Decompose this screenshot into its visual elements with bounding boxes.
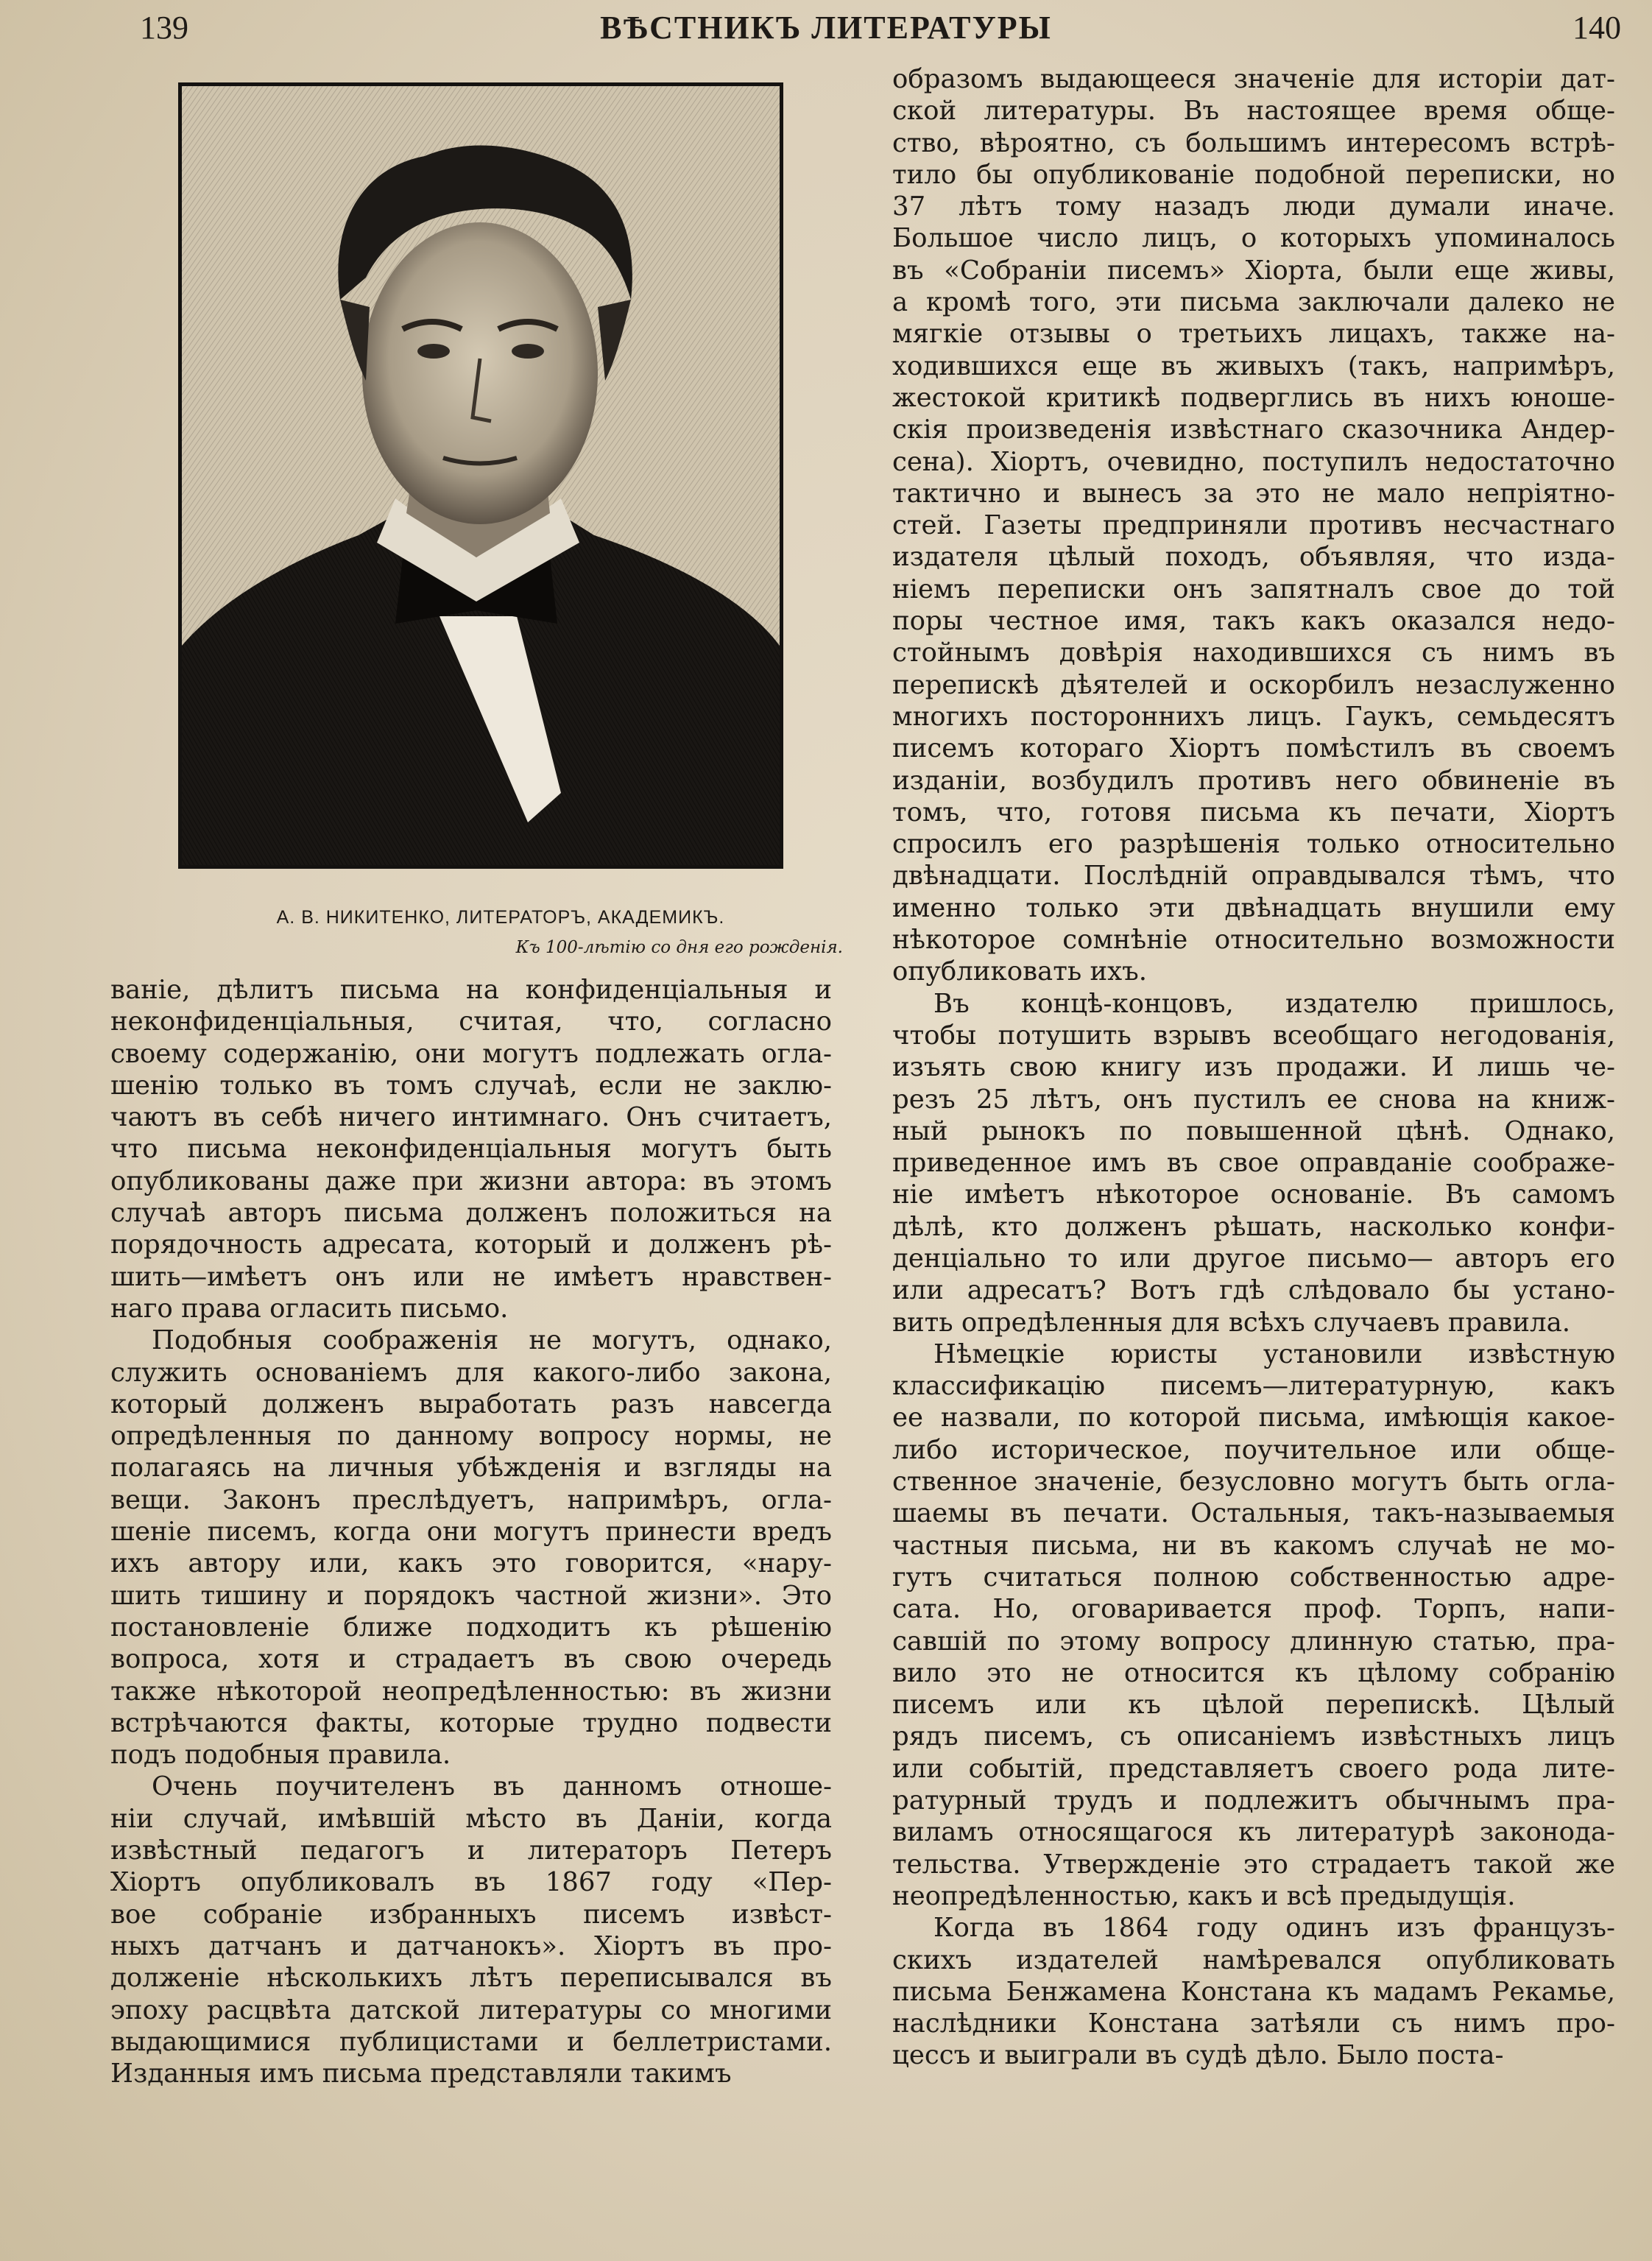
text-line: стойнымъ довѣрія находившихся съ нимъ въ	[892, 638, 1615, 669]
text-line: денціально то или другое письмо— авторъ его	[892, 1243, 1615, 1274]
running-title: ВѢСТНИКЪ ЛИТЕРАТУРЫ	[600, 10, 1052, 46]
text-line: Подобныя соображенія не могутъ, однако,	[152, 1325, 832, 1356]
text-line: ный рынокъ по повышенной цѣнѣ. Однако,	[892, 1115, 1615, 1146]
right-text-column	[892, 63, 1615, 2072]
text-line: писемъ котораго Хіортъ помѣстилъ въ своемъ	[892, 733, 1615, 764]
text-line: Большое число лицъ, о которыхъ упоминалось	[892, 223, 1615, 254]
text-line: ніе имѣетъ нѣкоторое основаніе. Въ самомъ	[892, 1179, 1615, 1210]
text-line: ратурный трудъ и подлежитъ обычнымъ пра-	[892, 1785, 1615, 1816]
text-line: томъ, что, готовя письма къ печати, Хіортъ	[892, 797, 1615, 828]
paragraph	[892, 1912, 1615, 2071]
text-line: спросилъ его разрѣшенія только относительно	[892, 829, 1615, 860]
paragraph	[110, 1324, 832, 1771]
page-header	[0, 9, 1652, 53]
paragraph	[892, 988, 1615, 1338]
paragraph	[110, 1771, 832, 2089]
text-line: неконфиденціальныя, считая, что, согласно	[110, 1006, 832, 1037]
text-line: служить основаніемъ для какого-либо закона,	[110, 1357, 832, 1388]
text-line: жестокой критикѣ подверглись въ нихъ юноше-	[892, 382, 1615, 413]
text-line: ее назвали, по которой письма, имѣющія какое-	[892, 1403, 1615, 1433]
text-line: сата. Но, оговаривается проф. Торпъ, напи-	[892, 1594, 1615, 1625]
text-line: частныя письма, ни въ какомъ случаѣ не мо-	[892, 1530, 1615, 1561]
text-line: Въ концѣ-концовъ, издателю пришлось,	[933, 988, 1615, 1019]
text-line: савшій по этому вопросу длинную статью, пра-	[892, 1626, 1615, 1657]
text-line: который долженъ выработать разъ навсегда	[110, 1389, 832, 1419]
text-line: сена). Хіортъ, очевидно, поступилъ недостаточно	[892, 446, 1615, 477]
text-line: ство, вѣроятно, съ большимъ интересомъ встрѣ-	[892, 127, 1615, 158]
portrait-illustration	[182, 86, 780, 865]
text-line: шаемы въ печати. Остальныя, такъ-называемыя	[892, 1498, 1615, 1529]
text-line: шить тишину и порядокъ частной жизни». Это	[110, 1580, 832, 1611]
text-line: поры честное имя, такъ какъ оказался недо-	[892, 606, 1615, 637]
text-line: наго права огласить письмо.	[110, 1293, 509, 1324]
text-line: выдающимися публицистами и беллетристами.	[110, 2026, 832, 2057]
text-line: Нѣмецкіе юристы установили извѣстную	[933, 1338, 1615, 1369]
text-line: скія произведенія извѣстнаго сказочника Андер-	[892, 415, 1615, 445]
text-line: что письма неконфиденціальныя могутъ быть	[110, 1134, 832, 1165]
text-line: опубликованы даже при жизни автора: въ этомъ	[110, 1165, 832, 1196]
text-line: Очень поучителенъ въ данномъ отноше-	[152, 1771, 832, 1802]
text-line: опредѣленныя по данному вопросу нормы, не	[110, 1421, 832, 1452]
text-line: нѣкоторое сомнѣніе относительно возможности	[892, 925, 1615, 956]
text-line: именно только эти двѣнадцать внушили ему	[892, 892, 1615, 923]
text-line: а кромѣ того, эти письма заключали далеко не	[892, 287, 1615, 318]
text-line: издателя цѣлый походъ, объявляя, что изда-	[892, 542, 1615, 573]
text-line: резъ 25 лѣтъ, онъ пустилъ ее снова на книж-	[892, 1084, 1615, 1115]
text-line: долженіе нѣсколькихъ лѣтъ переписывался въ	[110, 1963, 832, 1994]
text-line: многихъ постороннихъ лицъ. Гаукъ, семьдесятъ	[892, 701, 1615, 732]
text-line: ваніе, дѣлитъ письма на конфиденціальныя и	[110, 975, 832, 1005]
text-line: рядъ писемъ, съ описаніемъ извѣстныхъ лицъ	[892, 1721, 1615, 1752]
text-line: цессъ и выиграли въ судѣ дѣло. Было поста-	[892, 2040, 1504, 2071]
text-line: шить—имѣетъ онъ или не имѣетъ нравствен-	[110, 1261, 832, 1292]
portrait-subcaption: Къ 100-лѣтію со дня его рожденія.	[515, 938, 843, 957]
text-line: гутъ считаться полною собственностью адре-	[892, 1562, 1615, 1592]
text-line: стей. Газеты предприняли противъ несчастнаго	[892, 510, 1615, 541]
text-line: образомъ выдающееся значеніе для исторіи дат-	[892, 64, 1615, 94]
portrait-caption: А. В. НИКИТЕНКО, ЛИТЕРАТОРЪ, АКАДЕМИКЪ.	[276, 907, 725, 928]
text-line: ственное значеніе, безусловно могутъ быть огла-	[892, 1467, 1615, 1498]
text-line: вило это не относится къ цѣлому собранію	[892, 1657, 1615, 1688]
text-line: постановленіе ближе подходитъ къ рѣшенію	[110, 1612, 832, 1643]
text-line: ихъ автору или, какъ это говорится, «нару-	[110, 1548, 832, 1579]
text-line: ніемъ переписки онъ запятналъ свое до той	[892, 574, 1615, 604]
text-line: или событій, представляетъ своего рода лите-	[892, 1753, 1615, 1784]
text-line: наслѣдники Констана затѣяли съ нимъ про-	[892, 2008, 1615, 2039]
text-line: подъ подобныя правила.	[110, 1740, 451, 1771]
text-line: или адресатъ? Вотъ гдѣ слѣдовало бы устано-	[892, 1275, 1615, 1306]
paragraph	[110, 974, 832, 1324]
paragraph	[892, 63, 1615, 988]
text-line: шенію только въ томъ случаѣ, если не заклю-	[110, 1070, 832, 1101]
text-line: извѣстный педагогъ и литераторъ Петеръ	[110, 1835, 832, 1866]
text-line: тельства. Утвержденіе это страдаетъ такой же	[892, 1849, 1615, 1880]
text-line: дѣлѣ, кто долженъ рѣшать, насколько конфи-	[892, 1211, 1615, 1242]
text-line: ніи случай, имѣвшій мѣсто въ Даніи, когда	[110, 1803, 832, 1834]
text-line: писемъ или къ цѣлой перепискѣ. Цѣлый	[892, 1690, 1615, 1721]
text-line: вещи. Законъ преслѣдуетъ, напримѣръ, огла-	[110, 1484, 832, 1515]
text-line: изданіи, возбудилъ противъ него обвиненіе въ	[892, 765, 1615, 796]
text-line: Изданныя имъ письма представляли такимъ	[110, 2059, 732, 2089]
page-number-left: 139	[140, 10, 188, 46]
text-line: вопроса, хотя и страдаетъ въ свою очередь	[110, 1644, 832, 1675]
text-line: двѣнадцати. Послѣдній оправдывался тѣмъ, что	[892, 861, 1615, 892]
portrait-engraving	[178, 82, 783, 869]
text-line: ходившихся еще въ живыхъ (такъ, напримѣръ,	[892, 350, 1615, 381]
paragraph	[892, 1338, 1615, 1912]
text-line: 37 лѣтъ тому назадъ люди думали иначе.	[892, 191, 1615, 222]
text-line: порядочность адресата, который и долженъ рѣ-	[110, 1230, 832, 1260]
text-line: виламъ относящагося къ литературѣ законода-	[892, 1817, 1615, 1848]
text-line: въ «Собраніи писемъ» Хіорта, были еще живы,	[892, 255, 1615, 286]
text-line: мягкіе отзывы о третьихъ лицахъ, также на-	[892, 319, 1615, 350]
text-line: встрѣчаются факты, которые трудно подвести	[110, 1707, 832, 1738]
text-line: перепискѣ дѣятелей и оскорбилъ незаслуженно	[892, 669, 1615, 700]
text-line: Хіортъ опубликовалъ въ 1867 году «Пер-	[110, 1867, 832, 1898]
text-line: полагаясь на личныя убѣжденія и взгляды на	[110, 1453, 832, 1484]
text-line: случаѣ авторъ письма долженъ положиться на	[110, 1198, 832, 1229]
text-line: своему содержанію, они могутъ подлежать огла-	[110, 1038, 832, 1069]
text-line: тактично и вынесъ за это не мало непріятно-	[892, 478, 1615, 509]
text-line: эпоху расцвѣта датской литературы со многими	[110, 1994, 832, 2025]
text-line: также нѣкоторой неопредѣленностью: въ жизни	[110, 1676, 832, 1707]
left-text-column	[110, 974, 832, 2089]
text-line: изъять свою книгу изъ продажи. И лишь че-	[892, 1052, 1615, 1083]
text-line: чтобы потушить взрывъ всеобщаго негодованія,	[892, 1020, 1615, 1051]
text-line: Когда въ 1864 году одинъ изъ французъ-	[933, 1913, 1615, 1944]
text-line: неопредѣленностью, какъ и всѣ предыдущія.	[892, 1880, 1516, 1911]
text-line: тило бы опубликованіе подобной переписки, но	[892, 159, 1615, 190]
text-line: вое собраніе избранныхъ писемъ извѣст-	[110, 1899, 832, 1930]
text-line: вить опредѣленныя для всѣхъ случаевъ правила.	[892, 1307, 1571, 1338]
text-line: шеніе писемъ, когда они могутъ принести вредъ	[110, 1517, 832, 1548]
text-line: ской литературы. Въ настоящее время обще-	[892, 96, 1615, 127]
text-line: классификацію писемъ—литературную, какъ	[892, 1371, 1615, 1402]
text-line: скихъ издателей намѣревался опубликовать	[892, 1944, 1615, 1975]
text-line: чаютъ въ себѣ ничего интимнаго. Онъ считаетъ,	[110, 1102, 832, 1133]
text-line: опубликовать ихъ.	[892, 956, 1148, 987]
page-number-right: 140	[1572, 10, 1621, 46]
text-line: ныхъ датчанъ и датчанокъ». Хіортъ въ про-	[110, 1930, 832, 1961]
text-line: письма Бенжамена Констана къ мадамъ Рекамье,	[892, 1976, 1615, 2007]
text-line: либо историческое, поучительное или обще-	[892, 1434, 1615, 1465]
text-line: приведенное имъ въ свое оправданіе соображе-	[892, 1148, 1615, 1179]
